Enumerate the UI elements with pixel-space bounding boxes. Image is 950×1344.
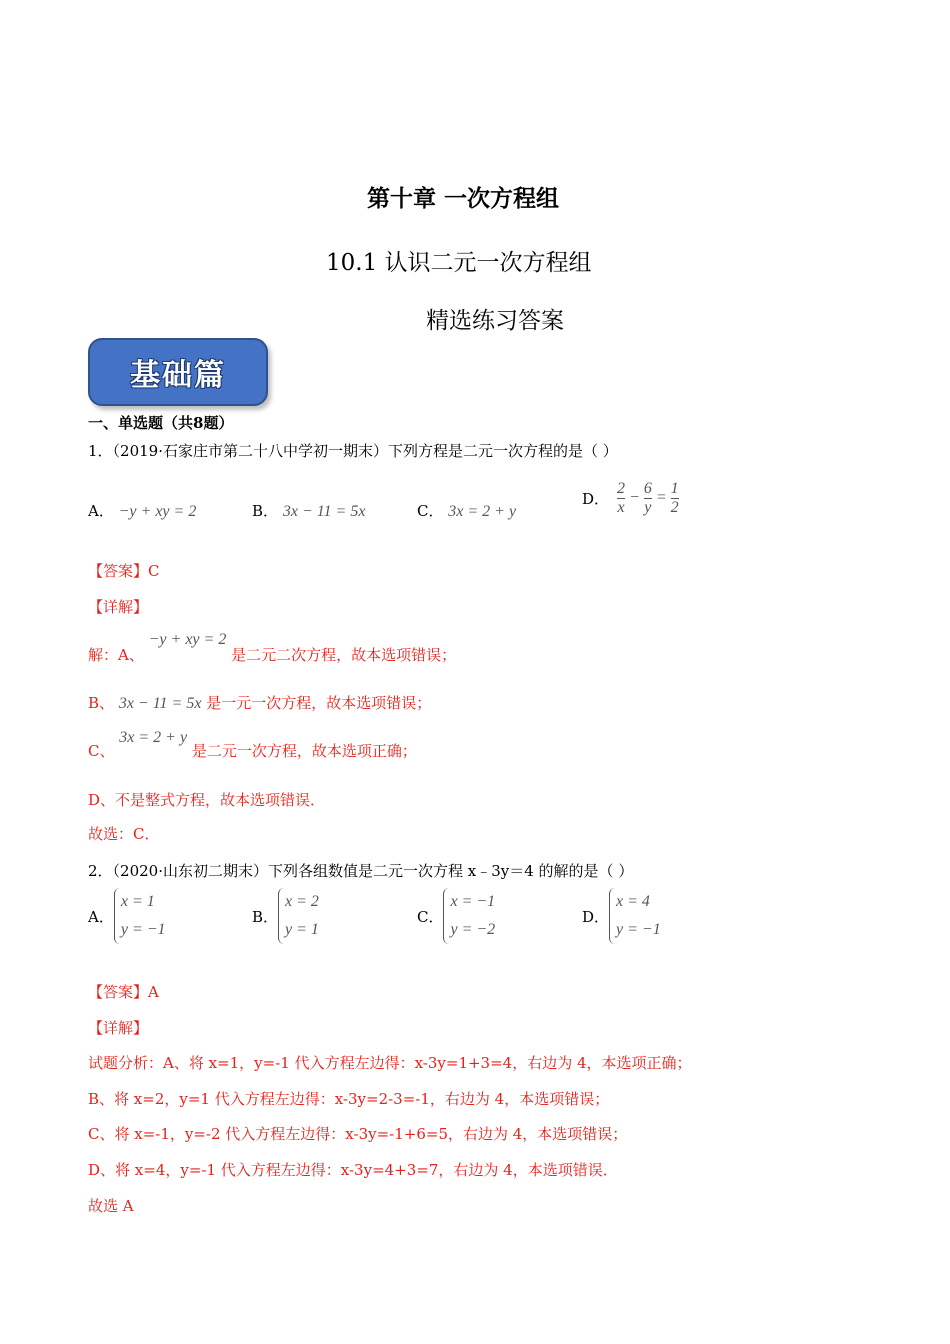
q2-option-b-label: B．	[252, 907, 279, 926]
q1-line-d: D、不是整式方程，故本选项错误．	[88, 791, 326, 809]
q2-option-b	[252, 888, 319, 944]
q1-stem: 1．（2019·石家庄市第二十八中学初一期末）下列方程是二元一次方程的是（ ）	[88, 442, 618, 460]
q2-line-3: C、将 x=-1，y=-2 代入方程左边得：x-3y=-1+6=5，右边为 4，本选项错误；	[88, 1125, 628, 1143]
q2-option-d-eq2: y = −1	[616, 921, 661, 938]
q1-option-b-math: 3x − 11 = 5x	[282, 503, 366, 520]
q1-line-b	[88, 692, 431, 713]
page-subtitle: 精选练习答案	[426, 308, 564, 334]
q2-option-c-system	[443, 888, 495, 944]
q1-line-c-suffix: 是二元一次方程，故本选项正确；	[191, 742, 417, 760]
q1-option-c-math: 3x = 2 + y	[448, 503, 517, 520]
q2-option-d-system	[609, 888, 661, 944]
q1-line-c-math: 3x = 2 + y	[119, 729, 188, 746]
q2-option-d	[582, 888, 661, 944]
q1-option-d-frac2	[644, 480, 652, 516]
q1-answer: 【答案】C	[88, 562, 160, 580]
q1-line-a	[88, 631, 457, 665]
frac2-num: 6	[643, 479, 652, 497]
q2-detail-heading: 【详解】	[88, 1019, 149, 1037]
q2-option-a-label: A．	[88, 907, 114, 926]
q1-option-d	[582, 470, 679, 526]
q1-detail-heading: 【详解】	[88, 598, 149, 616]
q2-conclusion: 故选 A	[88, 1197, 134, 1215]
q2-line-1: 试题分析：A、将 x=1，y=-1 代入方程左边得：x-3y=1+3=4，右边为 4，本选项正确；	[88, 1054, 692, 1072]
q2-option-c-eq1: x = −1	[450, 893, 496, 910]
q1-option-c	[417, 500, 516, 521]
q2-option-b-system	[278, 888, 319, 944]
q1-option-c-label: C．	[417, 502, 444, 520]
section-title: 10.1 认识二元一次方程组	[326, 250, 592, 276]
q1-option-a-label: A．	[88, 502, 114, 520]
q2-option-a-system	[114, 888, 166, 944]
q1-option-b	[252, 500, 365, 521]
q1-line-b-math: 3x − 11 = 5x	[118, 695, 202, 712]
level-badge-label: 基础篇	[130, 358, 226, 393]
frac1-num: 2	[617, 479, 626, 497]
q1-option-d-frac1	[617, 480, 625, 516]
q1-option-d-eq: =	[655, 489, 667, 506]
level-badge	[88, 338, 268, 406]
q1-option-d-label: D．	[582, 489, 610, 508]
q2-option-c-eq2: y = −2	[450, 921, 496, 938]
q2-line-2: B、将 x=2，y=1 代入方程左边得：x-3y=2-3=-1，右边为 4，本选项错误；	[88, 1090, 610, 1108]
q2-option-a	[88, 888, 166, 944]
q1-line-c	[88, 729, 417, 761]
q2-option-c	[417, 888, 495, 944]
frac1-den: x	[617, 498, 625, 516]
q1-line-b-suffix: 是一元一次方程，故本选项错误；	[206, 694, 432, 712]
q2-option-b-eq1: x = 2	[285, 893, 319, 910]
section-heading: 一、单选题（共8题）	[88, 414, 234, 432]
q1-line-b-prefix: B、	[88, 694, 115, 712]
q2-answer: 【答案】A	[88, 983, 159, 1001]
q1-line-c-prefix: C、	[88, 742, 115, 760]
q1-option-a	[88, 500, 196, 521]
q2-stem: 2．（2020·山东初二期末）下列各组数值是二元一次方程 x﹣3y＝4 的解的是（ ）	[88, 862, 634, 880]
q1-line-a-math: −y + xy = 2	[148, 631, 227, 648]
q2-option-a-eq2: y = −1	[120, 921, 166, 938]
frac3-num: 1	[670, 479, 679, 497]
chapter-title: 第十章 一次方程组	[367, 185, 560, 212]
q1-option-b-label: B．	[252, 502, 279, 520]
q1-conclusion: 故选：C．	[88, 825, 160, 843]
q2-option-a-eq1: x = 1	[120, 893, 155, 910]
q2-option-b-eq2: y = 1	[285, 921, 319, 938]
q2-line-4: D、将 x=4，y=-1 代入方程左边得：x-3y=4+3=7，右边为 4，本选项错误．	[88, 1161, 618, 1179]
frac3-den: 2	[670, 498, 679, 516]
q2-option-d-label: D．	[582, 907, 610, 926]
q1-line-a-prefix: 解：A、	[88, 646, 144, 664]
q2-option-c-label: C．	[417, 907, 444, 926]
q2-option-d-eq1: x = 4	[616, 893, 650, 910]
q1-line-a-suffix: 是二元二次方程，故本选项错误；	[231, 646, 457, 664]
q1-option-a-math: −y + xy = 2	[118, 503, 197, 520]
q1-option-d-op: −	[629, 489, 640, 506]
frac2-den: y	[644, 498, 652, 516]
q1-option-d-frac3	[671, 480, 679, 516]
